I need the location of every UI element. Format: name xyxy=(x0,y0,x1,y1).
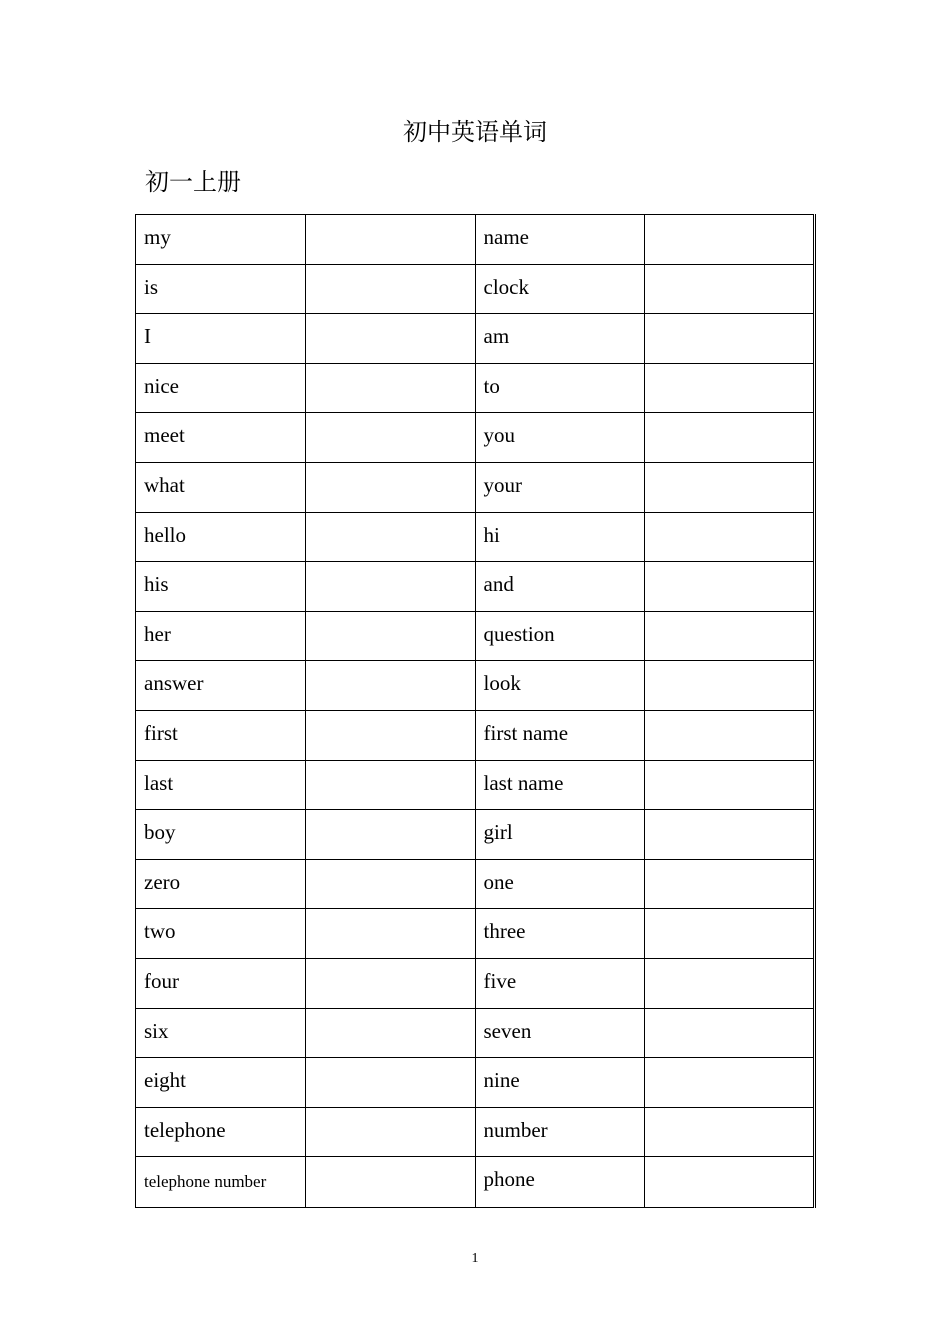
table-row xyxy=(136,363,815,413)
word-cell: last xyxy=(136,760,306,810)
meaning-cell xyxy=(305,810,475,860)
word-cell: meet xyxy=(136,413,306,463)
meaning-cell xyxy=(305,1157,475,1208)
word-cell: and xyxy=(475,562,645,612)
table-row xyxy=(136,1157,815,1208)
table-row xyxy=(136,413,815,463)
table-row xyxy=(136,562,815,612)
meaning-cell xyxy=(305,760,475,810)
table-row xyxy=(136,314,815,364)
word-cell: boy xyxy=(136,810,306,860)
meaning-cell xyxy=(305,1008,475,1058)
meaning-cell xyxy=(645,462,815,512)
word-cell: seven xyxy=(475,1008,645,1058)
meaning-cell xyxy=(305,859,475,909)
table-row xyxy=(136,1058,815,1108)
word-cell: hi xyxy=(475,512,645,562)
meaning-cell xyxy=(645,413,815,463)
table-row xyxy=(136,909,815,959)
word-cell: clock xyxy=(475,264,645,314)
meaning-cell xyxy=(305,1058,475,1108)
table-row xyxy=(136,1008,815,1058)
word-cell: three xyxy=(475,909,645,959)
word-cell: name xyxy=(475,215,645,265)
meaning-cell xyxy=(305,661,475,711)
table-row xyxy=(136,710,815,760)
meaning-cell xyxy=(645,363,815,413)
meaning-cell xyxy=(645,215,815,265)
word-cell: first name xyxy=(475,710,645,760)
table-row xyxy=(136,215,815,265)
word-cell: to xyxy=(475,363,645,413)
vocabulary-table xyxy=(135,214,816,1208)
word-cell: hello xyxy=(136,512,306,562)
word-cell: am xyxy=(475,314,645,364)
meaning-cell xyxy=(305,562,475,612)
meaning-cell xyxy=(645,760,815,810)
meaning-cell xyxy=(305,363,475,413)
word-cell: two xyxy=(136,909,306,959)
meaning-cell xyxy=(645,710,815,760)
word-cell: first xyxy=(136,710,306,760)
meaning-cell xyxy=(645,264,815,314)
meaning-cell xyxy=(305,909,475,959)
meaning-cell xyxy=(645,958,815,1008)
table-row xyxy=(136,661,815,711)
table-row xyxy=(136,512,815,562)
word-cell: phone xyxy=(475,1157,645,1208)
word-cell: what xyxy=(136,462,306,512)
meaning-cell xyxy=(645,1008,815,1058)
meaning-cell xyxy=(645,909,815,959)
word-cell: you xyxy=(475,413,645,463)
table-row xyxy=(136,810,815,860)
meaning-cell xyxy=(645,661,815,711)
meaning-cell xyxy=(305,958,475,1008)
table-row xyxy=(136,958,815,1008)
word-cell: girl xyxy=(475,810,645,860)
meaning-cell xyxy=(645,562,815,612)
meaning-cell xyxy=(305,413,475,463)
meaning-cell xyxy=(305,611,475,661)
word-cell: telephone xyxy=(136,1107,306,1157)
word-cell: six xyxy=(136,1008,306,1058)
table-row xyxy=(136,760,815,810)
word-cell: eight xyxy=(136,1058,306,1108)
section-title: 初一上册 xyxy=(145,168,241,196)
meaning-cell xyxy=(645,611,815,661)
meaning-cell xyxy=(645,1058,815,1108)
word-cell: I xyxy=(136,314,306,364)
meaning-cell xyxy=(305,462,475,512)
word-cell: look xyxy=(475,661,645,711)
word-cell: nice xyxy=(136,363,306,413)
word-cell: her xyxy=(136,611,306,661)
meaning-cell xyxy=(305,215,475,265)
word-cell: nine xyxy=(475,1058,645,1108)
word-cell: is xyxy=(136,264,306,314)
word-cell: last name xyxy=(475,760,645,810)
word-cell: his xyxy=(136,562,306,612)
page-number: 1 xyxy=(471,1251,479,1266)
meaning-cell xyxy=(305,264,475,314)
word-cell: five xyxy=(475,958,645,1008)
meaning-cell xyxy=(305,1107,475,1157)
meaning-cell xyxy=(305,314,475,364)
table-row xyxy=(136,859,815,909)
meaning-cell xyxy=(645,512,815,562)
meaning-cell xyxy=(645,810,815,860)
meaning-cell xyxy=(305,512,475,562)
meaning-cell xyxy=(645,1157,815,1208)
table-row xyxy=(136,1107,815,1157)
word-cell: number xyxy=(475,1107,645,1157)
word-cell: telephone number xyxy=(136,1157,306,1208)
word-cell: answer xyxy=(136,661,306,711)
word-cell: zero xyxy=(136,859,306,909)
document-title: 初中英语单词 xyxy=(403,118,547,146)
word-cell: four xyxy=(136,958,306,1008)
vocabulary-table-body xyxy=(136,215,815,1208)
word-cell: my xyxy=(136,215,306,265)
word-cell: question xyxy=(475,611,645,661)
table-row xyxy=(136,611,815,661)
word-cell: your xyxy=(475,462,645,512)
meaning-cell xyxy=(645,859,815,909)
meaning-cell xyxy=(645,314,815,364)
word-cell: one xyxy=(475,859,645,909)
table-row xyxy=(136,264,815,314)
meaning-cell xyxy=(645,1107,815,1157)
table-row xyxy=(136,462,815,512)
meaning-cell xyxy=(305,710,475,760)
